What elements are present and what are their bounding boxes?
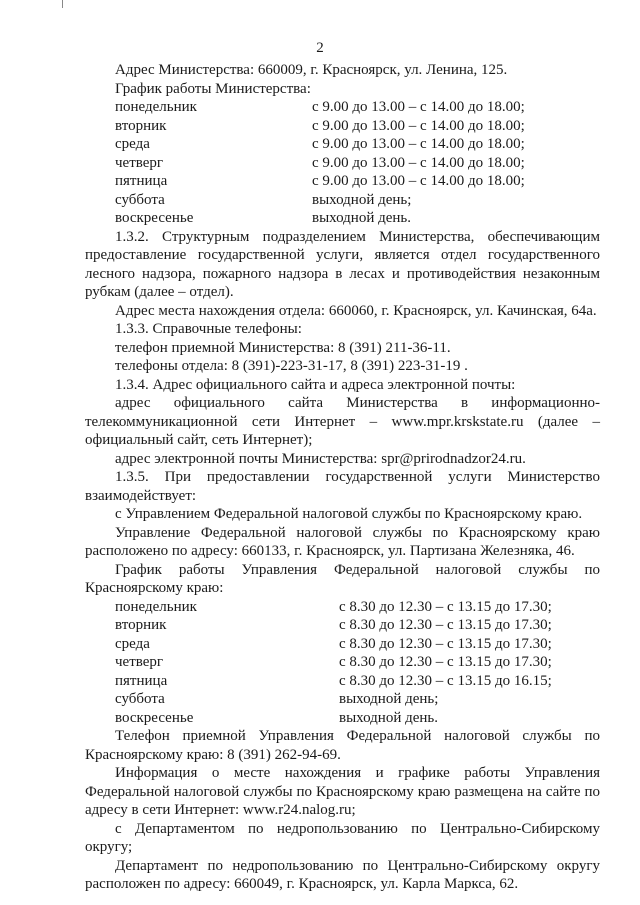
schedule-hours: с 9.00 до 13.00 – с 14.00 до 18.00;: [312, 173, 525, 189]
fns-schedule-heading: График работы Управления Федеральной налоговой службы по Красноярскому краю:: [85, 561, 600, 596]
schedule-day: пятница: [115, 672, 168, 689]
schedule-row: [85, 154, 600, 173]
schedule-day: четверг: [115, 654, 164, 670]
subsoil-address: Департамент по недропользованию по Центрально-Сибирскому округу расположен по адресу: 660049, г. Красноярск, ул. Карла Маркса, 62.: [85, 857, 600, 892]
ministry-schedule: [85, 98, 600, 228]
paragraph-1-3-5: 1.3.5. При предоставлении государственной услуги Министерство взаимодействует:: [85, 469, 600, 504]
ministry-schedule-heading: График работы Министерства:: [115, 80, 311, 97]
schedule-hours: выходной день.: [339, 709, 439, 726]
schedule-day: вторник: [115, 117, 167, 134]
schedule-row: [85, 209, 600, 228]
schedule-row: [85, 616, 600, 635]
fns-schedule: [85, 598, 600, 728]
schedule-row: [85, 172, 600, 191]
schedule-row: [85, 191, 600, 210]
schedule-row: [85, 135, 600, 154]
schedule-hours: с 8.30 до 12.30 – с 13.15 до 17.30;: [339, 598, 552, 615]
schedule-hours: с 8.30 до 12.30 – с 13.15 до 17.30;: [339, 617, 552, 633]
schedule-day: воскресенье: [115, 709, 194, 726]
schedule-row: [85, 117, 600, 136]
schedule-hours: выходной день;: [339, 691, 439, 707]
schedule-day: четверг: [115, 154, 164, 171]
fns-address: Управление Федеральной налоговой службы по Красноярскому краю расположено по адресу: 660133, г. Красноярск, ул. Партизана Железняка, 46.: [85, 524, 600, 559]
schedule-day: суббота: [115, 191, 165, 208]
schedule-row: [85, 690, 600, 709]
schedule-hours: выходной день.: [312, 210, 412, 226]
schedule-hours: с 9.00 до 13.00 – с 14.00 до 18.00;: [312, 154, 525, 171]
fns-phone: Телефон приемной Управления Федеральной налоговой службы по Красноярскому краю: 8 (391) 262-94-69.: [85, 728, 600, 763]
schedule-day: воскресенье: [115, 210, 194, 226]
ministry-address: Адрес Министерства: 660009, г. Красноярск, ул. Ленина, 125.: [115, 62, 508, 78]
schedule-row: [85, 672, 600, 691]
schedule-row: [85, 635, 600, 654]
reception-phone: телефон приемной Министерства: 8 (391) 211-36-11.: [115, 339, 451, 356]
official-site: адрес официального сайта Министерства в информационно-телекоммуникационной сети Интернет – www.mpr.krskstate.ru (далее – официальный сайт, сеть Интернет);: [85, 395, 600, 448]
email-address: адрес электронной почты Министерства: spr@prirodnadzor24.ru.: [115, 450, 526, 467]
paragraph-1-3-2: 1.3.2. Структурным подразделением Министерства, обеспечивающим предоставление государственной услуги, является отдел государственного лесного надзора, пожарного надзора в лесах и противодействия незаконным рубкам (далее – отдел).: [85, 228, 600, 300]
schedule-day: пятница: [115, 173, 168, 189]
scan-edge-mark: [62, 0, 63, 8]
schedule-row: [85, 598, 600, 617]
paragraph-1-3-4: 1.3.4. Адрес официального сайта и адреса электронной почты:: [115, 376, 516, 393]
schedule-hours: с 9.00 до 13.00 – с 14.00 до 18.00;: [312, 99, 525, 115]
schedule-hours: с 8.30 до 12.30 – с 13.15 до 17.30;: [339, 654, 552, 670]
document-body: [85, 61, 600, 894]
schedule-hours: с 9.00 до 13.00 – с 14.00 до 18.00;: [312, 136, 525, 152]
fns-info: Информация о месте нахождения и графике работы Управления Федеральной налоговой службы по Красноярскому краю размещена на сайте по адресу в сети Интернет: www.r24.nalog.ru;: [85, 765, 600, 818]
schedule-day: среда: [115, 136, 150, 152]
schedule-row: [85, 709, 600, 728]
subsoil-interaction: с Департаментом по недропользованию по Центрально-Сибирскому округу;: [85, 820, 600, 855]
schedule-day: среда: [115, 635, 150, 652]
page-number: 2: [316, 40, 324, 56]
schedule-row: [85, 653, 600, 672]
schedule-row: [85, 98, 600, 117]
schedule-day: вторник: [115, 617, 167, 633]
department-phones: телефоны отдела: 8 (391)-223-31-17, 8 (391) 223-31-19 .: [115, 358, 468, 374]
schedule-hours: с 8.30 до 12.30 – с 13.15 до 16.15;: [339, 672, 552, 689]
schedule-day: понедельник: [115, 598, 197, 615]
schedule-hours: с 9.00 до 13.00 – с 14.00 до 18.00;: [312, 117, 525, 134]
fns-interaction: с Управлением Федеральной налоговой службы по Красноярскому краю.: [115, 506, 583, 522]
schedule-day: суббота: [115, 691, 165, 707]
schedule-hours: выходной день;: [312, 191, 412, 208]
schedule-hours: с 8.30 до 12.30 – с 13.15 до 17.30;: [339, 635, 552, 652]
department-address: Адрес места нахождения отдела: 660060, г. Красноярск, ул. Качинская, 64а.: [115, 302, 597, 319]
schedule-day: понедельник: [115, 99, 197, 115]
paragraph-1-3-3: 1.3.3. Справочные телефоны:: [115, 321, 302, 337]
